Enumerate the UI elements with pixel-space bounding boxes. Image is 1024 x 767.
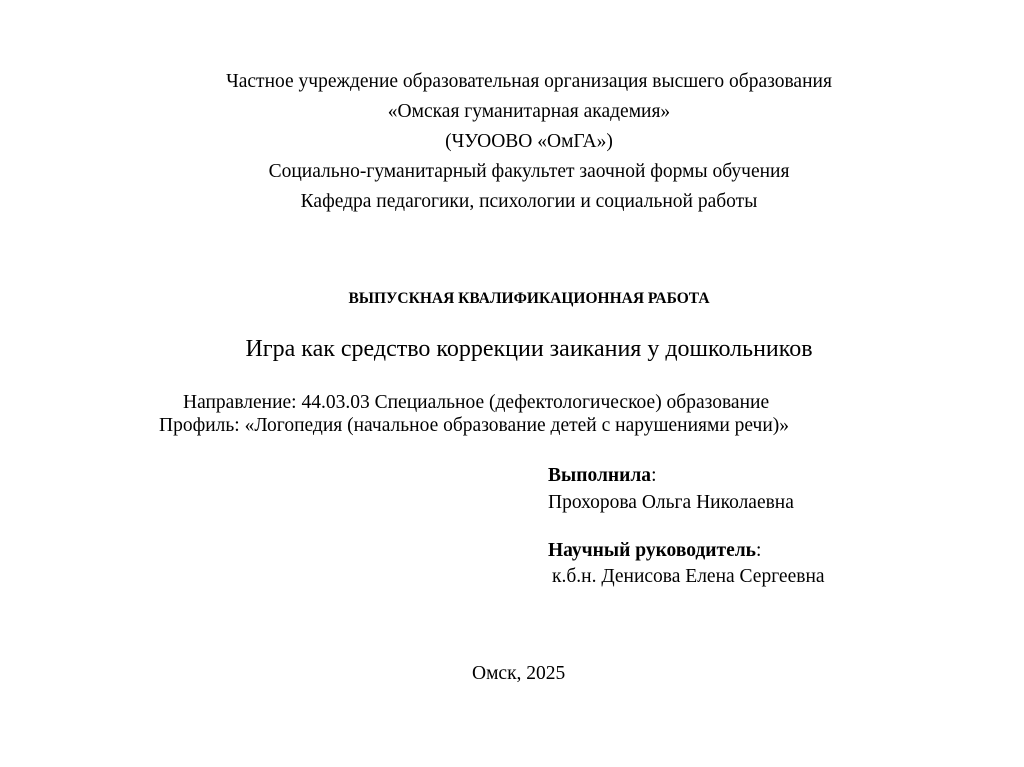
performer-label: [548, 466, 656, 486]
advisor-label: [548, 541, 761, 561]
advisor-label-colon: :: [756, 540, 762, 561]
work-title: Игра как средство коррекции заикания у дошкольников: [245, 336, 813, 362]
study-profile: Профиль: «Логопедия (начальное образование детей с нарушениями речи)»: [159, 415, 790, 436]
work-type: ВЫПУСКНАЯ КВАЛИФИКАЦИОННАЯ РАБОТА: [348, 290, 710, 307]
advisor-name: к.б.н. Денисова Елена Сергеевна: [552, 566, 825, 587]
academy-abbreviation: (ЧУООВО «ОмГА»): [445, 131, 613, 152]
institution-header: [0, 71, 1024, 221]
performer-label-text: Выполнила: [548, 465, 652, 486]
academy-name: «Омская гуманитарная академия»: [387, 101, 671, 122]
advisor-label-text: Научный руководитель: [548, 540, 756, 561]
institution-full-name: Частное учреждение образовательная организация высшего образования: [226, 71, 832, 92]
faculty-name: Социально-гуманитарный факультет заочной формы обучения: [268, 161, 790, 182]
performer-name: Прохорова Ольга Николаевна: [548, 492, 794, 513]
study-direction: Направление: 44.03.03 Специальное (дефектологическое) образование: [183, 392, 770, 413]
city-year: Омск, 2025: [472, 663, 566, 684]
performer-label-colon: :: [651, 465, 657, 486]
department-name: Кафедра педагогики, психологии и социальной работы: [300, 191, 758, 212]
